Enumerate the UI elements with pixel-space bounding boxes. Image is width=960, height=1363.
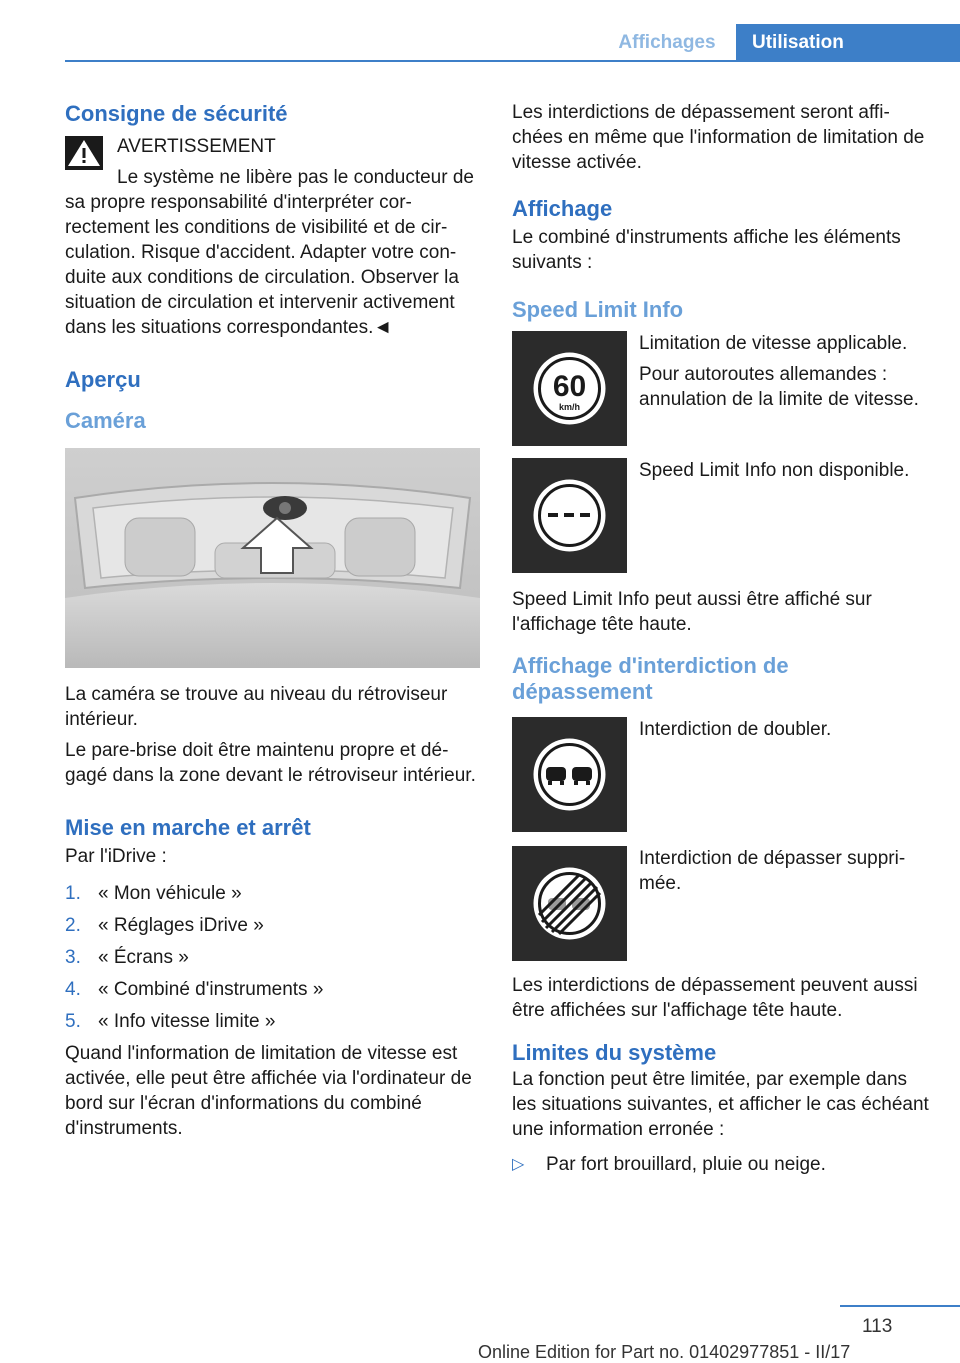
page-number: 113: [862, 1316, 893, 1337]
sli-text-2: Speed Limit Info non disponible.: [639, 460, 910, 481]
safety-title: Consigne de sécurité: [65, 101, 288, 126]
warning-icon: [65, 136, 103, 170]
sli-text-1a: Limitation de vitesse applicable.: [639, 333, 908, 354]
list-item: 4. « Combiné d'instruments »: [65, 979, 324, 1000]
tab-affichages[interactable]: Affichages: [618, 32, 716, 53]
overtake-row-1: [512, 717, 932, 832]
left-column: [65, 100, 483, 1147]
sli-row-1: [512, 331, 932, 446]
list-item: 1. « Mon véhicule »: [65, 883, 242, 904]
camera-windshield-text: Le pare-brise doit être maintenu propre et dégagé dans la zone devant le rétroviseur intérieur.: [65, 740, 476, 786]
overtake-row-2: [512, 846, 932, 961]
limits-text: La fonction peut être limitée, par exemple dans les situations suivantes, et afficher le cas échéant une information erronée :: [512, 1069, 929, 1140]
overtake-text-2: Interdiction de dépasser supprimée.: [639, 848, 906, 894]
list-item: 3. « Écrans »: [65, 947, 189, 968]
speed-limit-unavailable-icon: [512, 458, 627, 573]
overtake-hud-text: Les interdictions de dépassement peuvent aussi être affichées sur l'affichage tête haute.: [512, 975, 918, 1021]
overtake-text-1: Interdiction de doubler.: [639, 719, 832, 740]
camera-location-text: La caméra se trouve au niveau du rétroviseur intérieur.: [65, 684, 448, 730]
affichage-title: Affichage: [512, 196, 613, 221]
list-item: 2. « Réglages iDrive »: [65, 915, 264, 936]
onoff-description: Quand l'information de limitation de vitesse est activée, elle peut être affichée via l'ordinateur de bord sur l'écran d'informations du combiné d'instruments.: [65, 1043, 472, 1139]
sli-text-1b: Pour autoroutes allemandes : annulation de la limite de vitesse.: [639, 364, 919, 410]
camera-illustration: [65, 448, 480, 668]
limits-title: Limites du système: [512, 1040, 717, 1065]
warning-text: Le système ne libère pas le conducteur de sa propre responsabilité d'interpréter correctement les conditions de visibilité et de circulation. Risque d'accident. Adapter votre conduite aux conditions de circulation. Observer la situation de circulation et intervenir activement dans les situations correspondantes.◄: [65, 167, 474, 338]
list-item: 5. « Info vitesse limite »: [65, 1011, 276, 1032]
intro-text: Les interdictions de dépassement seront affichées en même que l'information de limitation de vitesse activée.: [512, 102, 925, 173]
idrive-text: Par l'iDrive :: [65, 846, 167, 867]
camera-title: Caméra: [65, 408, 146, 433]
speed-limit-60-icon: [512, 331, 627, 446]
overtake-title: Affichage d'interdiction de dépassement: [512, 653, 789, 704]
warning-label: AVERTISSEMENT: [117, 136, 276, 157]
sli-row-2: [512, 458, 932, 573]
sign-kmh-label: km/h: [558, 402, 581, 412]
end-no-overtaking-icon: [512, 846, 627, 961]
tab-utilisation[interactable]: Utilisation: [736, 24, 960, 62]
warning-block: [65, 134, 483, 340]
sli-title: Speed Limit Info: [512, 297, 684, 322]
no-overtaking-icon: [512, 717, 627, 832]
apercu-title: Aperçu: [65, 367, 141, 392]
sli-hud-text: Speed Limit Info peut aussi être affiché sur l'affichage tête haute.: [512, 589, 872, 635]
limits-bullet: ▷ Par fort brouillard, pluie ou neige.: [512, 1154, 826, 1175]
edition-footer: Online Edition for Part no. 01402977851 - II/17: [478, 1342, 851, 1362]
steps-list: [65, 881, 483, 1034]
right-column: [512, 100, 932, 1177]
sign-60-label: 60: [552, 370, 587, 403]
affichage-text: Le combiné d'instruments affiche les éléments suivants :: [512, 227, 901, 273]
triangle-bullet-icon: ▷: [512, 1156, 525, 1173]
footer-rule: [840, 1305, 960, 1307]
onoff-title: Mise en marche et arrêt: [65, 815, 311, 840]
